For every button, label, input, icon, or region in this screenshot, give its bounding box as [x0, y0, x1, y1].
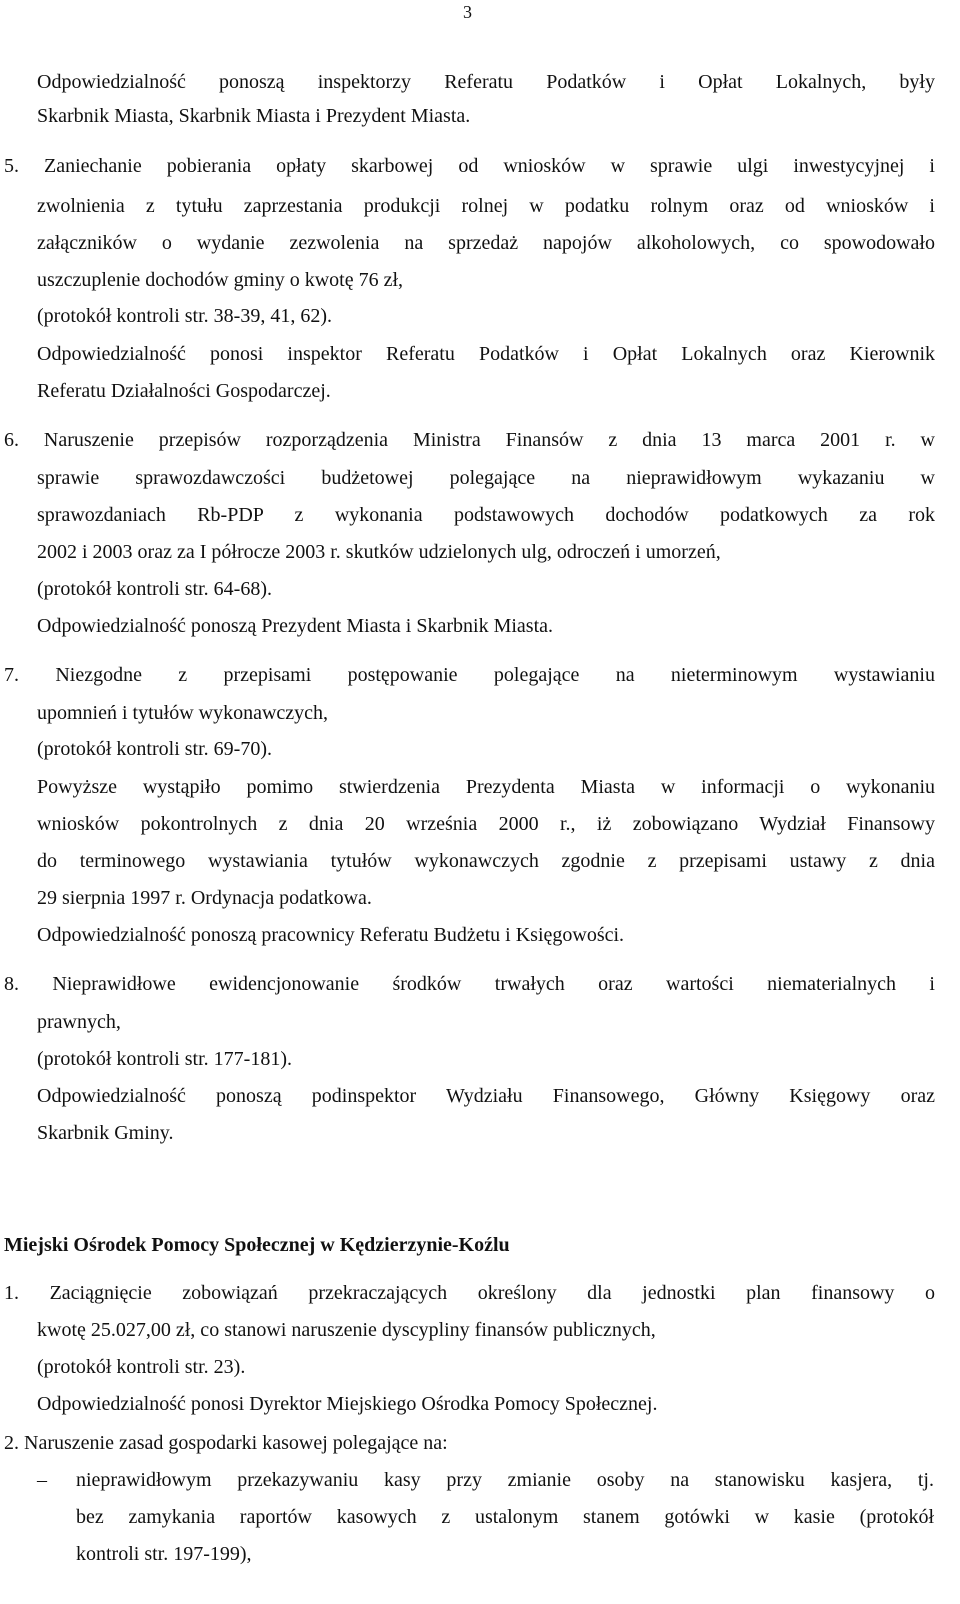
- text-line: uszczuplenie dochodów gminy o kwotę 76 zł,: [37, 269, 404, 291]
- text-line: załączników o wydanie zezwolenia na sprzedaż napojów alkoholowych, co spowodowało: [37, 232, 935, 254]
- text-line: wniosków pokontrolnych z dnia 20 września 2000 r., iż zobowiązano Wydział Finansowy: [37, 813, 935, 835]
- text-line: sprawozdaniach Rb-PDP z wykonania podstawowych dochodów podatkowych za rok: [37, 504, 935, 526]
- text-line: do terminowego wystawiania tytułów wykonawczych zgodnie z przepisami ustawy z dnia: [37, 850, 935, 872]
- text-line: sprawie sprawozdawczości budżetowej polegające na nieprawidłowym wykazaniu w: [37, 467, 935, 489]
- text-line: nieprawidłowym przekazywaniu kasy przy zmianie osoby na stanowisku kasjera, tj.: [76, 1469, 934, 1491]
- text-line: Odpowiedzialność ponoszą pracownicy Referatu Budżetu i Księgowości.: [37, 924, 625, 946]
- text-line: zwolnienia z tytułu zaprzestania produkcji rolnej w podatku rolnym oraz od wniosków i: [37, 195, 935, 217]
- text-line: Odpowiedzialność ponoszą inspektorzy Referatu Podatków i Opłat Lokalnych, były: [37, 71, 935, 93]
- text-line: Skarbnik Miasta, Skarbnik Miasta i Prezydent Miasta.: [37, 105, 471, 127]
- text-line: (protokół kontroli str. 177-181).: [37, 1048, 292, 1070]
- text-line: prawnych,: [37, 1011, 121, 1033]
- text-line: Powyższe wystąpiło pomimo stwierdzenia Prezydenta Miasta w informacji o wykonaniu: [37, 776, 935, 798]
- section-heading: Miejski Ośrodek Pomocy Społecznej w Kędzierzynie-Koźlu: [4, 1234, 510, 1256]
- page-number: 3: [463, 2, 472, 22]
- text-line: Referatu Działalności Gospodarczej.: [37, 380, 331, 402]
- text-line: kwotę 25.027,00 zł, co stanowi naruszenie dyscypliny finansów publicznych,: [37, 1319, 656, 1341]
- text-line: (protokół kontroli str. 23).: [37, 1356, 246, 1378]
- text-line: (protokół kontroli str. 38-39, 41, 62).: [37, 305, 332, 327]
- text-line: (protokół kontroli str. 64-68).: [37, 578, 272, 600]
- text-line: 5. Zaniechanie pobierania opłaty skarbowej od wniosków w sprawie ulgi inwestycyjnej i: [4, 155, 935, 177]
- text-line: (protokół kontroli str. 69-70).: [37, 738, 272, 760]
- text-line: upomnień i tytułów wykonawczych,: [37, 702, 329, 724]
- text-line: 2. Naruszenie zasad gospodarki kasowej polegające na:: [4, 1432, 448, 1454]
- text-line: Odpowiedzialność ponosi inspektor Referatu Podatków i Opłat Lokalnych oraz Kierownik: [37, 343, 935, 365]
- text-line: 6. Naruszenie przepisów rozporządzenia Ministra Finansów z dnia 13 marca 2001 r. w: [4, 429, 935, 451]
- text-line: 7. Niezgodne z przepisami postępowanie polegające na nieterminowym wystawianiu: [4, 664, 935, 686]
- text-line: 29 sierpnia 1997 r. Ordynacja podatkowa.: [37, 887, 372, 909]
- text-line: Odpowiedzialność ponosi Dyrektor Miejskiego Ośrodka Pomocy Społecznej.: [37, 1393, 658, 1415]
- bullet-dash: –: [37, 1469, 47, 1491]
- text-line: kontroli str. 197-199),: [76, 1543, 252, 1565]
- text-line: bez zamykania raportów kasowych z ustalonym stanem gotówki w kasie (protokół: [76, 1506, 934, 1528]
- text-line: 8. Nieprawidłowe ewidencjonowanie środków trwałych oraz wartości niematerialnych i: [4, 973, 935, 995]
- text-line: Odpowiedzialność ponoszą podinspektor Wydziału Finansowego, Główny Księgowy oraz: [37, 1085, 935, 1107]
- text-line: 2002 i 2003 oraz za I półrocze 2003 r. skutków udzielonych ulg, odroczeń i umorzeń,: [37, 541, 721, 563]
- text-line: Skarbnik Gminy.: [37, 1122, 174, 1144]
- text-line: Odpowiedzialność ponoszą Prezydent Miasta i Skarbnik Miasta.: [37, 615, 553, 637]
- text-line: 1. Zaciągnięcie zobowiązań przekraczających określony dla jednostki plan finansowy o: [4, 1282, 935, 1304]
